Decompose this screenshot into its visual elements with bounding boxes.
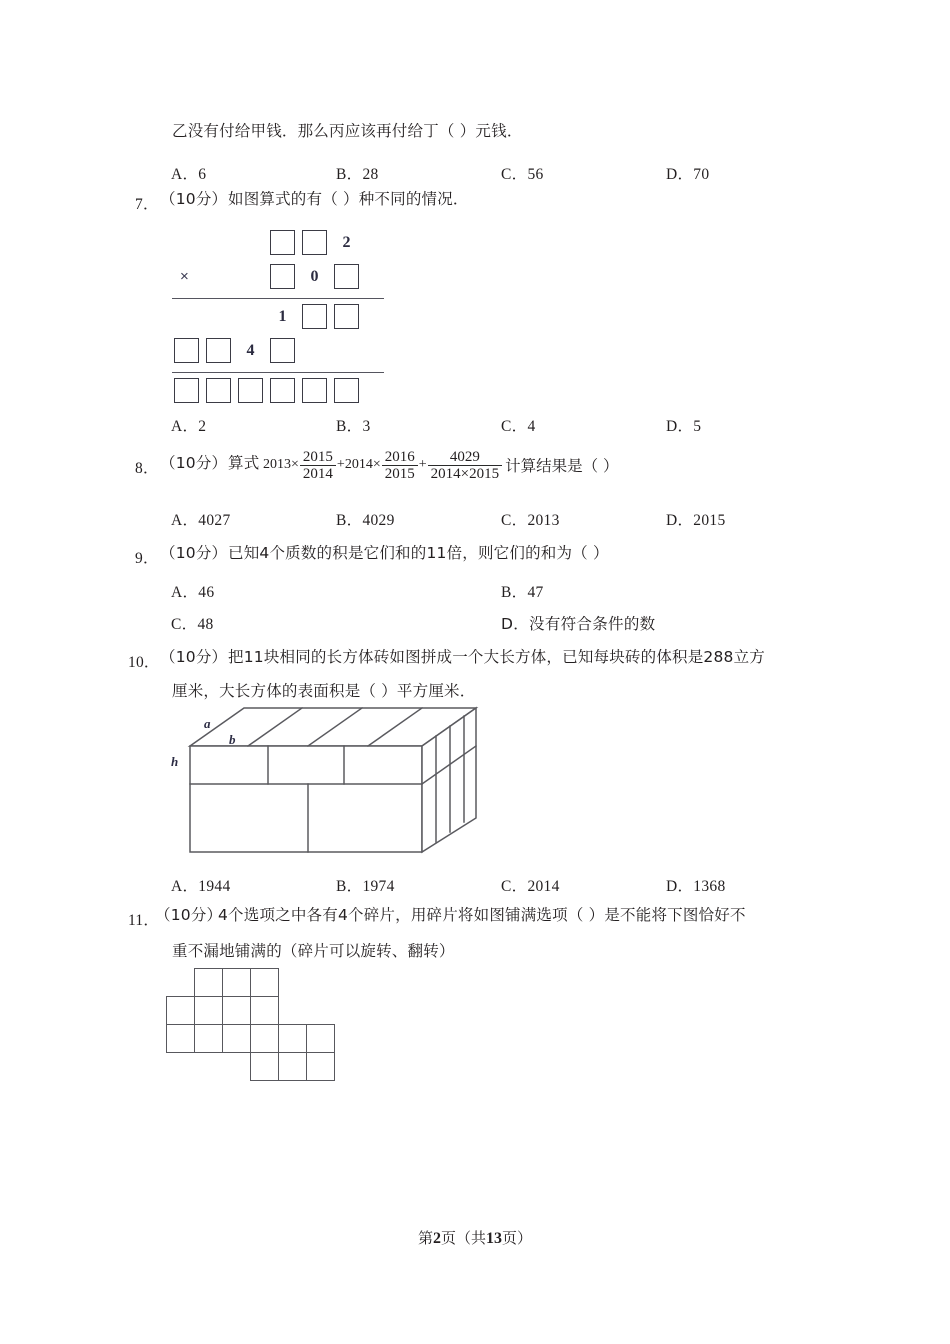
puzzle-cell-p1c3 — [334, 304, 359, 329]
puzzle-cell-r2c1 — [270, 264, 295, 289]
q6-stem-tail: 乙没有付给甲钱．那么丙应该再付给丁（ ）元钱． — [172, 122, 523, 140]
footer-middle: 页（共 — [440, 1229, 486, 1247]
footer-suffix: 页） — [502, 1229, 533, 1247]
label-h: h — [171, 754, 179, 769]
q9-option-d[interactable]: D．没有符合条件的数 — [501, 615, 656, 633]
footer-prefix: 第 — [417, 1229, 433, 1247]
fraction-3-numerator: 4029 — [449, 449, 480, 465]
fraction-2-denominator: 2015 — [384, 466, 415, 483]
poly-cell-r3c4 — [250, 1024, 279, 1053]
expr-fraction-3 — [428, 449, 502, 483]
poly-cell-r1c2 — [194, 968, 223, 997]
footer-page-number: 2 — [432, 1230, 441, 1247]
puzzle-cell-res2 — [206, 378, 231, 403]
expr-term2: 2014× — [344, 456, 381, 472]
cuboid-front-face — [190, 746, 422, 852]
poly-cell-r3c3 — [222, 1024, 251, 1053]
q11-score: （10分） — [155, 906, 223, 924]
q6-option-b[interactable]: B．28 — [336, 166, 379, 183]
q7-score: （10分） — [160, 190, 228, 208]
poly-cell-r2c2 — [194, 996, 223, 1025]
q7-option-c[interactable]: C．4 — [501, 418, 536, 435]
fraction-3-denominator: 2014×2015 — [430, 466, 500, 483]
poly-cell-r3c2 — [194, 1024, 223, 1053]
q8-number: 8． — [135, 460, 159, 477]
q9-stem: 已知4个质数的积是它们和的11倍，则它们的和为（ ） — [228, 544, 609, 562]
poly-cell-r3c1 — [166, 1024, 195, 1053]
fraction-1-numerator: 2015 — [302, 449, 333, 465]
expr-fraction-1 — [300, 449, 336, 483]
q10-option-a[interactable]: A．1944 — [171, 878, 231, 895]
poly-cell-r4c5 — [278, 1052, 307, 1081]
footer-total-pages: 13 — [486, 1230, 502, 1247]
q7-option-d[interactable]: D．5 — [666, 418, 702, 435]
q9-score: （10分） — [160, 544, 228, 562]
puzzle-cell-r1c2 — [302, 230, 327, 255]
q11-polyomino-figure — [166, 968, 366, 1108]
q8-option-d[interactable]: D．2015 — [666, 512, 726, 529]
q8-score: （10分） — [160, 454, 228, 472]
poly-cell-r1c3 — [222, 968, 251, 997]
q7-multiplication-figure — [172, 228, 392, 393]
q10-option-c[interactable]: C．2014 — [501, 878, 560, 895]
q10-score: （10分） — [160, 648, 228, 666]
q7-option-a[interactable]: A．2 — [171, 418, 207, 435]
puzzle-cell-r2c3 — [334, 264, 359, 289]
q9-option-b[interactable]: B．47 — [501, 584, 544, 601]
page-footer — [0, 1227, 950, 1248]
q11-stem-line1: 4个选项之中各有4个碎片，用碎片将如图铺满选项（ ）是不能将下图恰好不 — [218, 906, 746, 924]
q8-stem-lead: 算式 — [228, 454, 260, 472]
q8-option-c[interactable]: C．2013 — [501, 512, 560, 529]
poly-cell-r2c4 — [250, 996, 279, 1025]
puzzle-rule-bottom — [172, 372, 384, 373]
puzzle-cell-p2c2 — [206, 338, 231, 363]
puzzle-digit-p1c1: 1 — [278, 308, 287, 325]
fraction-1-denominator: 2014 — [302, 466, 333, 483]
expr-term1: 2013× — [263, 456, 299, 472]
q8-expression — [263, 448, 619, 482]
puzzle-cell-res3 — [238, 378, 263, 403]
puzzle-digit-p2c3: 4 — [246, 342, 255, 359]
label-a: a — [204, 716, 211, 731]
puzzle-digit-r1c3: 2 — [342, 234, 351, 251]
expr-plus-1: + — [336, 456, 345, 472]
label-b: b — [229, 732, 236, 747]
q11-stem-line2: 重不漏地铺满的（碎片可以旋转、翻转） — [172, 942, 455, 960]
puzzle-cell-p1c2 — [302, 304, 327, 329]
puzzle-cell-r1c1 — [270, 230, 295, 255]
q8-option-b[interactable]: B．4029 — [336, 512, 395, 529]
puzzle-digit-r2c2: 0 — [310, 268, 319, 285]
poly-cell-r2c3 — [222, 996, 251, 1025]
expr-plus-2: + — [418, 456, 427, 472]
poly-cell-r2c1 — [166, 996, 195, 1025]
q7-option-b[interactable]: B．3 — [336, 418, 371, 435]
q10-stem-line1: 把11块相同的长方体砖如图拼成一个大长方体，已知每块砖的体积是288立方 — [228, 648, 766, 666]
q9-number: 9． — [135, 550, 159, 567]
puzzle-cell-p2c1 — [174, 338, 199, 363]
q10-option-b[interactable]: B．1974 — [336, 878, 395, 895]
puzzle-cell-res4 — [270, 378, 295, 403]
q10-stem-line2: 厘米，大长方体的表面积是（ ）平方厘米． — [172, 682, 476, 700]
puzzle-cell-res1 — [174, 378, 199, 403]
q10-cuboid-figure — [168, 700, 488, 872]
poly-cell-r1c4 — [250, 968, 279, 997]
expr-fraction-2 — [382, 449, 418, 483]
puzzle-cell-p2c4 — [270, 338, 295, 363]
q6-option-c[interactable]: C．56 — [501, 166, 544, 183]
q9-option-a[interactable]: A．46 — [171, 584, 215, 601]
q6-option-a[interactable]: A．6 — [171, 166, 207, 183]
q8-stem-tail: 计算结果是（ ） — [505, 456, 619, 475]
poly-cell-r4c4 — [250, 1052, 279, 1081]
q10-option-d[interactable]: D．1368 — [666, 878, 726, 895]
puzzle-cell-res5 — [302, 378, 327, 403]
puzzle-rule-top — [172, 298, 384, 299]
poly-cell-r4c6 — [306, 1052, 335, 1081]
multiply-sign: × — [180, 268, 189, 285]
q7-number: 7． — [135, 196, 159, 213]
q7-stem: 如图算式的有（ ）种不同的情况． — [228, 190, 469, 208]
poly-cell-r3c6 — [306, 1024, 335, 1053]
q8-option-a[interactable]: A．4027 — [171, 512, 231, 529]
puzzle-cell-res6 — [334, 378, 359, 403]
q9-option-c[interactable]: C．48 — [171, 616, 214, 633]
fraction-2-numerator: 2016 — [384, 449, 415, 465]
q6-option-d[interactable]: D．70 — [666, 166, 710, 183]
q11-number: 11． — [128, 912, 160, 929]
q10-number: 10． — [128, 654, 160, 671]
cuboid-svg — [168, 700, 488, 872]
poly-cell-r3c5 — [278, 1024, 307, 1053]
